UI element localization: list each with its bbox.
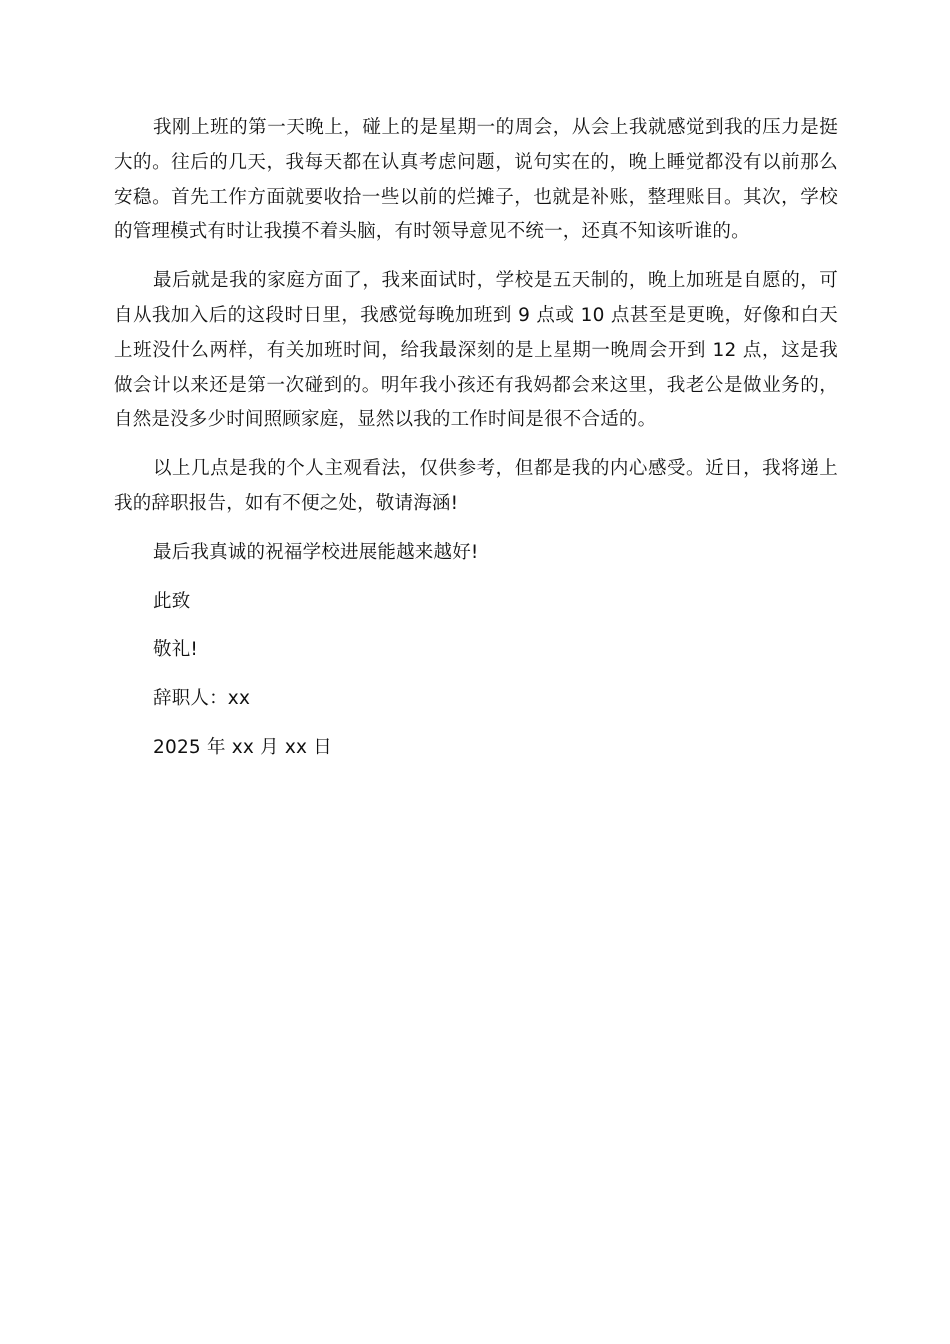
- paragraph-family: 最后就是我的家庭方面了，我来面试时，学校是五天制的，晚上加班是自愿的，可自从我加入后的这段时日里，我感觉每晚加班到 9 点或 10 点甚至是更晚，好像和白天上班没什么两样，有关加班时间，给我最深刻的是上星期一晚周会开到 12 点，这是我做会计以来还是第一次碰到的。明年我小孩还有我妈都会来这里，我老公是做业务的，自然是没多少时间照顾家庭，显然以我的工作时间是很不合适的。: [114, 270, 838, 431]
- letter-body: [114, 111, 838, 780]
- signature: 辞职人：xx: [153, 688, 251, 710]
- paragraph-pressure: 我刚上班的第一天晚上，碰上的是星期一的周会，从会上我就感觉到我的压力是挺大的。往后的几天，我每天都在认真考虑问题，说句实在的，晚上睡觉都没有以前那么安稳。首先工作方面就要收拾一些以前的烂摊子，也就是补账，整理账目。其次，学校的管理模式有时让我摸不着头脑，有时领导意见不统一，还真不知该听谁的。: [114, 117, 838, 243]
- salutation: 此致: [153, 590, 191, 612]
- date: 2025 年 xx 月 xx 日: [153, 736, 332, 758]
- regards: 敬礼!: [153, 639, 199, 661]
- closing-wish: 最后我真诚的祝福学校进展能越来越好!: [153, 541, 479, 563]
- paragraph-conclusion: 以上几点是我的个人主观看法，仅供参考，但都是我的内心感受。近日，我将递上我的辞职报告，如有不便之处，敬请海涵!: [114, 458, 838, 514]
